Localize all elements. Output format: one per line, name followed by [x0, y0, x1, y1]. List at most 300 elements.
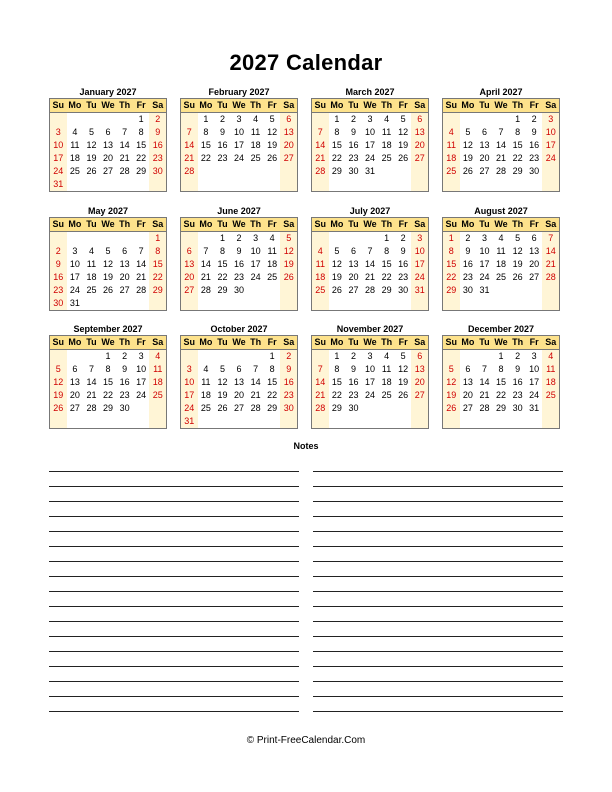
day-cell: 6	[411, 113, 428, 126]
day-cell: 4	[443, 126, 460, 139]
day-cell	[378, 178, 395, 191]
day-cell: 20	[479, 153, 490, 163]
day-cell	[443, 350, 460, 363]
day-cell: 20	[462, 390, 473, 400]
day-cell	[181, 297, 198, 310]
month-grid	[442, 98, 560, 192]
day-cell	[493, 113, 510, 126]
day-cell: 27	[348, 285, 359, 295]
day-cell: 23	[50, 284, 67, 297]
day-cell: 5	[515, 233, 521, 243]
day-cell	[476, 297, 493, 310]
weekday-label: Mo	[68, 219, 82, 229]
day-cell: 20	[529, 259, 540, 269]
day-cell: 8	[498, 364, 504, 374]
day-cell: 12	[217, 377, 228, 387]
day-cell	[476, 350, 493, 363]
day-cell: 16	[398, 259, 409, 269]
day-cell	[198, 165, 215, 178]
week-row	[50, 126, 166, 139]
day-cell	[443, 297, 460, 310]
day-cell	[411, 297, 428, 310]
day-cell	[526, 178, 543, 191]
day-cell: 9	[350, 127, 356, 137]
day-cell: 11	[381, 127, 392, 137]
day-cell: 18	[86, 272, 97, 282]
day-cell	[443, 113, 460, 126]
day-cell: 25	[381, 153, 392, 163]
weekday-label: Tu	[348, 337, 359, 347]
day-cell	[214, 415, 231, 428]
day-cell	[83, 350, 100, 363]
day-cell: 5	[465, 127, 471, 137]
day-cell: 27	[234, 403, 245, 413]
day-cell	[231, 165, 248, 178]
weekday-label: Su	[52, 337, 65, 347]
day-cell	[460, 178, 477, 191]
day-cell: 13	[411, 363, 428, 376]
day-cell: 11	[496, 246, 506, 256]
day-cell	[133, 297, 150, 310]
day-cell: 28	[496, 166, 507, 176]
weekday-label: We	[232, 219, 246, 229]
day-cell	[542, 402, 559, 415]
day-cell: 7	[498, 127, 504, 137]
day-cell: 13	[103, 140, 114, 150]
day-cell	[526, 415, 543, 428]
weekday-label: We	[101, 337, 115, 347]
day-cell: 27	[119, 285, 130, 295]
day-cell: 1	[384, 233, 390, 243]
day-cell	[476, 415, 493, 428]
week-row	[443, 178, 559, 191]
weekday-label: Mo	[330, 100, 344, 110]
day-cell: 30	[348, 166, 359, 176]
day-cell: 22	[331, 153, 342, 163]
weekday-label: We	[232, 337, 246, 347]
day-cell: 9	[350, 364, 356, 374]
day-cell	[542, 178, 559, 191]
month-block	[442, 86, 560, 192]
day-cell: 14	[136, 259, 147, 269]
day-cell	[149, 178, 166, 191]
day-cell	[362, 415, 379, 428]
week-row	[181, 165, 297, 178]
day-cell: 10	[411, 245, 428, 258]
notes-column-left	[49, 457, 299, 712]
notes-line	[313, 577, 563, 592]
day-cell	[264, 297, 281, 310]
notes-line	[313, 607, 563, 622]
day-cell	[542, 284, 559, 297]
week-row	[312, 350, 428, 363]
day-cell: 2	[350, 114, 356, 124]
day-cell: 19	[217, 390, 228, 400]
day-cell: 8	[384, 246, 390, 256]
weekday-label: Tu	[348, 219, 359, 229]
day-cell: 30	[50, 297, 67, 310]
day-cell: 15	[443, 258, 460, 271]
week-row	[181, 258, 297, 271]
day-cell: 18	[381, 377, 392, 387]
week-row	[312, 113, 428, 126]
day-cell	[345, 297, 362, 310]
day-cell: 12	[86, 140, 97, 150]
weekday-label: Sa	[414, 100, 426, 110]
day-cell	[493, 178, 510, 191]
week-row	[181, 389, 297, 402]
day-cell: 23	[217, 153, 228, 163]
month-grid	[180, 335, 298, 429]
day-cell	[198, 232, 215, 245]
day-cell: 22	[103, 390, 114, 400]
day-cell: 13	[234, 377, 245, 387]
day-cell: 21	[250, 390, 261, 400]
day-cell: 6	[72, 364, 78, 374]
week-row	[50, 415, 166, 428]
notes-line	[313, 517, 563, 532]
day-cell: 12	[50, 376, 67, 389]
day-cell: 31	[529, 403, 540, 413]
week-row	[443, 126, 559, 139]
weekday-header	[312, 99, 428, 113]
day-cell: 3	[531, 351, 537, 361]
day-cell: 27	[103, 166, 114, 176]
day-cell: 26	[512, 272, 523, 282]
day-cell: 29	[381, 285, 392, 295]
notes-line	[49, 487, 299, 502]
footer-credit: © Print-FreeCalendar.Com	[246, 735, 366, 746]
day-cell	[231, 415, 248, 428]
notes-line	[49, 592, 299, 607]
day-cell: 15	[512, 140, 523, 150]
day-cell: 24	[136, 390, 147, 400]
day-cell	[280, 415, 297, 428]
day-cell: 28	[250, 403, 261, 413]
day-cell: 17	[181, 389, 198, 402]
week-row	[50, 245, 166, 258]
day-cell: 6	[531, 233, 537, 243]
day-cell: 26	[443, 402, 460, 415]
day-cell: 2	[531, 114, 537, 124]
month-block	[311, 323, 429, 429]
day-cell: 23	[119, 390, 130, 400]
day-cell: 25	[267, 272, 278, 282]
day-cell: 7	[88, 364, 94, 374]
day-cell: 26	[398, 390, 409, 400]
day-cell: 5	[88, 127, 94, 137]
weekday-label: Tu	[479, 337, 490, 347]
day-cell: 11	[443, 139, 460, 152]
week-row	[181, 232, 297, 245]
day-cell: 19	[443, 389, 460, 402]
weekday-label: Th	[381, 219, 393, 229]
weekday-label: We	[363, 219, 377, 229]
day-cell: 2	[122, 351, 128, 361]
day-cell	[100, 297, 117, 310]
weekday-label: Sa	[283, 219, 295, 229]
day-cell: 21	[312, 389, 329, 402]
day-cell	[460, 350, 477, 363]
day-cell: 28	[312, 402, 329, 415]
day-cell: 8	[334, 127, 340, 137]
weekday-header	[50, 218, 166, 232]
weekday-header	[181, 218, 297, 232]
day-cell: 28	[136, 285, 147, 295]
day-cell	[329, 178, 346, 191]
day-cell	[149, 402, 166, 415]
day-cell: 13	[411, 126, 428, 139]
week-row	[50, 232, 166, 245]
weekday-label: Su	[445, 337, 458, 347]
week-row	[50, 284, 166, 297]
weekday-label: Th	[512, 219, 524, 229]
weekday-label: Mo	[68, 337, 82, 347]
notes-line	[313, 682, 563, 697]
day-cell: 12	[398, 127, 409, 137]
day-cell: 25	[496, 272, 507, 282]
day-cell: 14	[200, 259, 211, 269]
day-cell: 22	[496, 390, 507, 400]
day-cell: 8	[138, 127, 144, 137]
day-cell: 2	[219, 114, 225, 124]
weekday-label: Mo	[68, 100, 82, 110]
day-cell: 29	[267, 403, 278, 413]
week-row	[50, 271, 166, 284]
day-cell: 28	[200, 285, 211, 295]
day-cell: 4	[88, 246, 94, 256]
day-cell: 26	[398, 153, 409, 163]
day-cell: 2	[350, 351, 356, 361]
day-cell: 27	[411, 389, 428, 402]
day-cell: 27	[479, 166, 490, 176]
week-row	[443, 376, 559, 389]
week-row	[443, 415, 559, 428]
day-cell: 18	[267, 259, 278, 269]
day-cell: 20	[234, 390, 245, 400]
day-cell	[67, 113, 84, 126]
month-grid	[49, 217, 167, 311]
day-cell	[67, 232, 84, 245]
day-cell: 17	[250, 259, 261, 269]
month-title: April 2027	[479, 87, 523, 97]
weekday-label: Fr	[529, 337, 539, 347]
day-cell	[181, 350, 198, 363]
day-cell: 19	[462, 153, 473, 163]
day-cell: 24	[250, 272, 261, 282]
day-cell: 22	[136, 153, 147, 163]
week-row	[181, 297, 297, 310]
day-cell: 1	[149, 232, 166, 245]
day-cell: 8	[515, 127, 521, 137]
day-cell: 26	[462, 166, 473, 176]
day-cell: 3	[72, 246, 78, 256]
day-cell: 15	[103, 377, 114, 387]
week-row	[443, 245, 559, 258]
day-cell: 17	[365, 377, 376, 387]
day-cell	[460, 297, 477, 310]
notes-line	[49, 502, 299, 517]
day-cell: 19	[398, 377, 409, 387]
day-cell: 6	[481, 127, 487, 137]
day-cell	[395, 297, 412, 310]
day-cell	[476, 113, 493, 126]
day-cell: 11	[312, 258, 329, 271]
day-cell: 8	[269, 364, 275, 374]
day-cell	[280, 165, 297, 178]
day-cell: 20	[119, 272, 130, 282]
weekday-header	[443, 99, 559, 113]
month-block	[442, 323, 560, 429]
day-cell: 16	[348, 140, 359, 150]
day-cell: 16	[234, 259, 245, 269]
day-cell: 5	[50, 363, 67, 376]
week-row	[443, 232, 559, 245]
day-cell: 1	[203, 114, 209, 124]
week-row	[443, 389, 559, 402]
day-cell	[133, 402, 150, 415]
day-cell	[542, 415, 559, 428]
weekday-label: Mo	[199, 219, 213, 229]
day-cell	[460, 415, 477, 428]
day-cell: 21	[312, 152, 329, 165]
day-cell: 9	[50, 258, 67, 271]
day-cell: 17	[529, 377, 540, 387]
weekday-label: Tu	[217, 219, 228, 229]
day-cell	[214, 350, 231, 363]
day-cell: 30	[398, 285, 409, 295]
day-cell: 7	[122, 127, 128, 137]
day-cell: 21	[86, 390, 97, 400]
day-cell: 13	[119, 259, 130, 269]
day-cell	[362, 297, 379, 310]
day-cell	[509, 284, 526, 297]
weekday-label: Th	[250, 100, 262, 110]
day-cell: 27	[462, 403, 473, 413]
week-row	[50, 402, 166, 415]
notes-title: Notes	[293, 441, 319, 451]
day-cell: 3	[367, 114, 373, 124]
day-cell: 3	[181, 363, 198, 376]
day-cell: 26	[331, 285, 342, 295]
month-title: September 2027	[73, 324, 143, 334]
day-cell: 11	[86, 259, 97, 269]
weekday-label: Su	[314, 100, 327, 110]
day-cell: 21	[365, 272, 376, 282]
day-cell: 12	[462, 140, 473, 150]
weekday-label: Fr	[267, 100, 277, 110]
weekday-label: Su	[445, 219, 458, 229]
day-cell: 29	[443, 284, 460, 297]
day-cell: 14	[312, 376, 329, 389]
day-cell: 23	[234, 272, 245, 282]
day-cell	[247, 297, 264, 310]
day-cell: 19	[103, 272, 114, 282]
day-cell: 25	[250, 153, 261, 163]
day-cell: 16	[280, 376, 297, 389]
weekday-label: Fr	[529, 100, 539, 110]
day-cell: 1	[138, 114, 144, 124]
day-cell: 3	[411, 232, 428, 245]
day-cell	[214, 297, 231, 310]
day-cell	[312, 113, 329, 126]
day-cell: 4	[149, 350, 166, 363]
day-cell: 30	[234, 285, 245, 295]
day-cell: 26	[86, 166, 97, 176]
day-cell	[280, 297, 297, 310]
day-cell: 19	[267, 140, 278, 150]
day-cell: 24	[69, 285, 80, 295]
day-cell	[395, 165, 412, 178]
day-cell: 28	[312, 165, 329, 178]
week-row	[181, 284, 297, 297]
weekday-label: Fr	[267, 337, 277, 347]
weekday-label: Mo	[330, 219, 344, 229]
day-cell	[280, 178, 297, 191]
day-cell: 24	[529, 390, 540, 400]
day-cell: 10	[69, 259, 80, 269]
day-cell: 18	[200, 390, 211, 400]
week-row	[181, 350, 297, 363]
day-cell: 28	[119, 166, 130, 176]
day-cell: 16	[149, 139, 166, 152]
weekday-label: Fr	[267, 219, 277, 229]
day-cell	[312, 297, 329, 310]
day-cell: 4	[203, 364, 209, 374]
week-row	[181, 376, 297, 389]
weekday-header	[443, 218, 559, 232]
day-cell: 3	[542, 113, 559, 126]
day-cell: 6	[181, 245, 198, 258]
day-cell: 19	[86, 153, 97, 163]
notes-line	[313, 502, 563, 517]
day-cell: 8	[105, 364, 111, 374]
day-cell: 31	[365, 166, 376, 176]
day-cell: 26	[267, 153, 278, 163]
day-cell	[362, 178, 379, 191]
month-block	[49, 86, 167, 192]
weekday-label: Su	[183, 219, 196, 229]
day-cell: 31	[479, 285, 490, 295]
day-cell: 22	[267, 390, 278, 400]
day-cell: 14	[86, 377, 97, 387]
weekday-label: Mo	[330, 337, 344, 347]
day-cell: 26	[50, 402, 67, 415]
month-title: December 2027	[467, 324, 535, 334]
weekday-label: Th	[250, 337, 262, 347]
week-row	[181, 113, 297, 126]
month-title: August 2027	[474, 206, 528, 216]
day-cell: 18	[312, 271, 329, 284]
day-cell: 27	[69, 403, 80, 413]
day-cell	[67, 415, 84, 428]
page-title: 2027 Calendar	[229, 50, 383, 75]
day-cell: 5	[400, 351, 406, 361]
day-cell: 25	[542, 389, 559, 402]
day-cell: 3	[367, 351, 373, 361]
day-cell: 6	[280, 113, 297, 126]
day-cell: 10	[181, 376, 198, 389]
month-title: May 2027	[87, 206, 129, 216]
day-cell: 4	[384, 114, 390, 124]
day-cell: 12	[267, 127, 278, 137]
day-cell: 21	[119, 153, 130, 163]
week-row	[312, 126, 428, 139]
day-cell	[100, 232, 117, 245]
weekday-header	[443, 336, 559, 350]
day-cell: 28	[365, 285, 376, 295]
week-row	[312, 389, 428, 402]
